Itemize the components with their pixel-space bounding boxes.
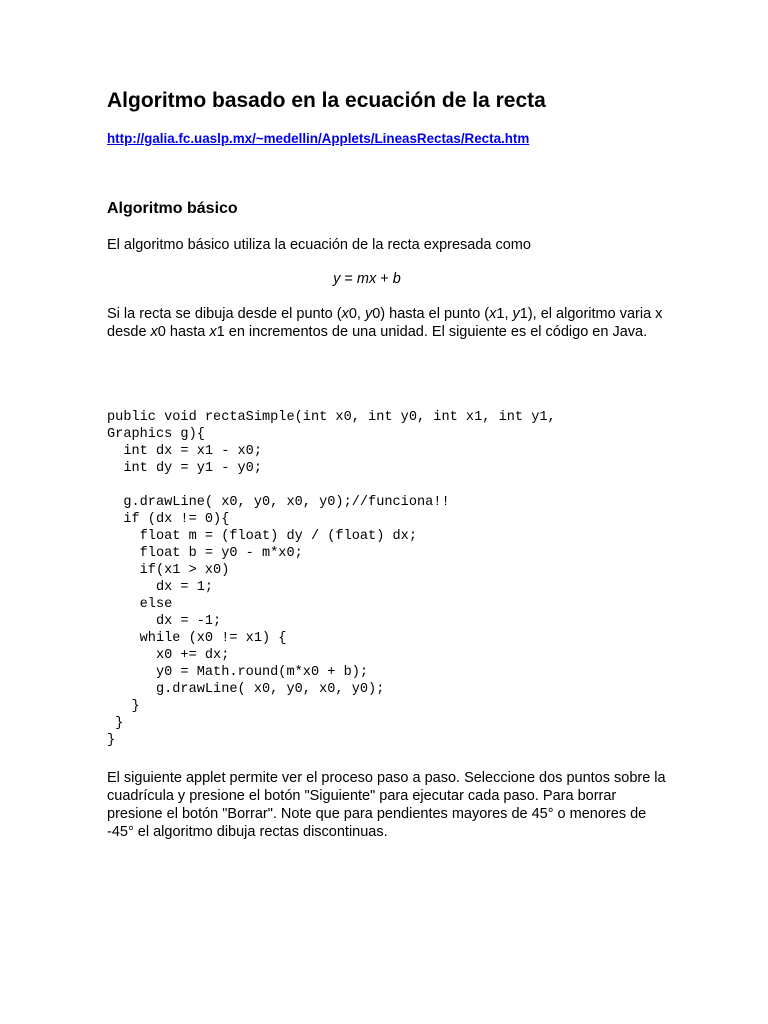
code-line: } — [107, 733, 116, 748]
code-line: g.drawLine( x0, y0, x0, y0);//funciona!! — [107, 495, 450, 510]
code-line: else — [107, 597, 173, 612]
code-line: int dy = y1 - y0; — [107, 461, 262, 476]
code-line — [107, 477, 556, 494]
code-line: int dx = x1 - x0; — [107, 444, 262, 459]
code-line: float b = y0 - m*x0; — [107, 546, 303, 561]
applet-instructions-paragraph: El siguiente applet permite ver el proceso paso a paso. Seleccione dos puntos sobre la cuadrícula y presione el botón "Siguiente" para ejecutar cada paso. Para borrar presione el botón "Borrar". Note que para pendientes mayores de 45° o menores de -45° el algoritmo dibuja rectas discontinuas. — [107, 770, 666, 840]
code-line: y0 = Math.round(m*x0 + b); — [107, 665, 369, 680]
code-line: public void rectaSimple(int x0, int y0, int x1, int y1, — [107, 410, 556, 425]
code-line: float m = (float) dy / (float) dx; — [107, 529, 417, 544]
java-code-block — [107, 409, 556, 749]
code-line: g.drawLine( x0, y0, x0, y0); — [107, 682, 385, 697]
line-equation: y = mx + b — [333, 271, 401, 287]
reference-link[interactable]: http://galia.fc.uaslp.mx/~medellin/Applets/LineasRectas/Recta.htm — [107, 131, 530, 146]
code-line: Graphics g){ — [107, 427, 205, 442]
code-line: } — [107, 716, 124, 731]
code-line: x0 += dx; — [107, 648, 230, 663]
algorithm-description-paragraph: Si la recta se dibuja desde el punto (x0, y0) hasta el punto (x1, y1), el algoritmo varia x desde x0 hasta x1 en incrementos de una unidad. El siguiente es el código en Java. — [107, 306, 663, 340]
section-title: Algoritmo básico — [107, 200, 238, 217]
code-line: while (x0 != x1) { — [107, 631, 287, 646]
code-line: if(x1 > x0) — [107, 563, 230, 578]
page-title: Algoritmo basado en la ecuación de la recta — [107, 89, 546, 112]
code-line: dx = 1; — [107, 580, 214, 595]
code-line: } — [107, 699, 140, 714]
code-line: dx = -1; — [107, 614, 222, 629]
intro-paragraph: El algoritmo básico utiliza la ecuación de la recta expresada como — [107, 237, 531, 253]
code-line: if (dx != 0){ — [107, 512, 230, 527]
